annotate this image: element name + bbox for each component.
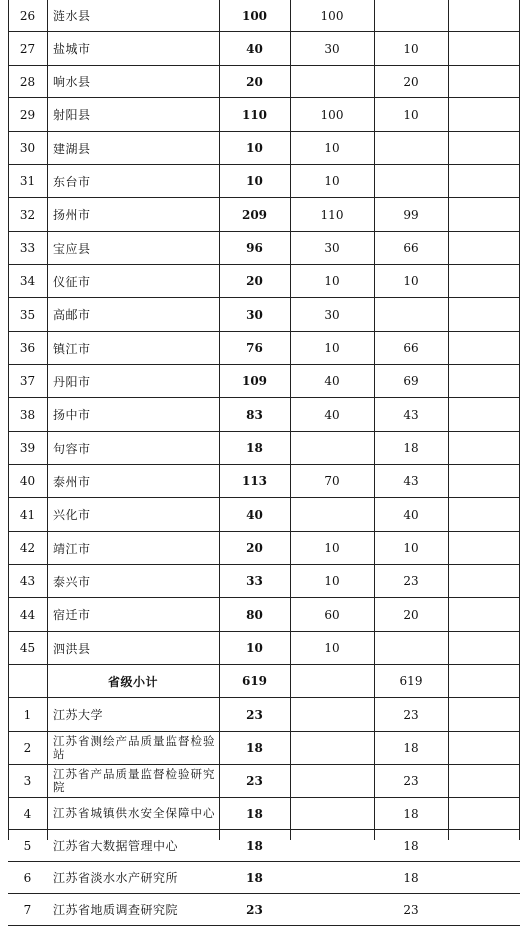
- column-c: [448, 332, 520, 364]
- unit-name: 兴化市: [53, 508, 91, 522]
- table-row: [8, 132, 520, 165]
- column-b: [374, 132, 448, 164]
- grid-line: [47, 0, 48, 840]
- column-a: 100: [320, 8, 344, 23]
- column-b: 18: [403, 838, 419, 853]
- column-c: [448, 66, 520, 97]
- row-number: 43: [19, 574, 36, 588]
- column-c: [448, 298, 520, 331]
- column-c: [448, 265, 520, 297]
- column-a: 30: [324, 307, 340, 322]
- unit-name: 镇江市: [53, 341, 91, 356]
- unit-name: 泰兴市: [53, 574, 91, 589]
- table-row: [8, 830, 520, 862]
- table-row: [8, 498, 520, 532]
- column-a: [290, 830, 374, 861]
- column-a: [290, 698, 374, 731]
- subtotal-row: [8, 665, 520, 698]
- table-row: [8, 232, 520, 265]
- total-count: 10: [246, 141, 263, 155]
- table-row: [8, 98, 520, 132]
- column-b: [374, 0, 448, 31]
- table-row: [8, 0, 520, 32]
- unit-name: 泗洪县: [53, 641, 91, 656]
- column-a: 10: [324, 641, 340, 655]
- row-number: 33: [19, 241, 36, 255]
- column-a: 10: [324, 141, 340, 155]
- column-b: [374, 298, 448, 331]
- column-c: [448, 565, 520, 597]
- column-c: [448, 665, 520, 697]
- grid-line: [448, 0, 449, 840]
- column-c: [448, 0, 520, 31]
- table-row: [8, 365, 520, 398]
- column-b: 18: [403, 441, 419, 455]
- column-b: 10: [403, 107, 419, 122]
- table-row: [8, 165, 520, 198]
- column-b: 66: [403, 341, 419, 355]
- column-a: 110: [320, 207, 344, 222]
- row-number: 6: [23, 870, 32, 885]
- column-b: [374, 632, 448, 664]
- unit-name: 泰州市: [53, 474, 91, 489]
- total-count: 10: [246, 174, 263, 188]
- unit-name: 丹阳市: [53, 374, 91, 389]
- total-count: 96: [246, 241, 263, 255]
- unit-name: 江苏省测绘产品质量监督检验站: [53, 734, 216, 761]
- table-row: [8, 565, 520, 598]
- unit-name: 宿迁市: [53, 608, 91, 622]
- unit-name: 江苏省城镇供水安全保障中心: [53, 806, 216, 820]
- column-a: 30: [324, 41, 340, 56]
- table-row: [8, 298, 520, 332]
- table-row: [8, 66, 520, 98]
- unit-name: 扬中市: [53, 408, 91, 422]
- unit-name: 靖江市: [53, 541, 91, 556]
- row-number: 40: [19, 474, 36, 488]
- total-count: 113: [241, 474, 268, 488]
- column-a: 10: [324, 541, 340, 555]
- total-count: 10: [246, 641, 263, 655]
- unit-name: 江苏省淡水水产研究所: [53, 871, 179, 885]
- column-a: [290, 498, 374, 531]
- column-a: [290, 432, 374, 464]
- row-number: 30: [19, 141, 36, 155]
- column-c: [448, 498, 520, 531]
- unit-name: 江苏省产品质量监督检验研究院: [53, 767, 216, 794]
- column-b: 18: [403, 741, 419, 755]
- column-c: [448, 32, 520, 65]
- column-a: 70: [324, 474, 340, 488]
- column-c: [448, 598, 520, 631]
- column-a: 10: [324, 274, 340, 288]
- column-b: 66: [403, 241, 419, 255]
- column-a: 10: [324, 341, 340, 355]
- table-row: [8, 798, 520, 830]
- column-a: [290, 765, 374, 797]
- unit-name: 句容市: [53, 441, 91, 456]
- unit-name: 仪征市: [53, 274, 91, 289]
- column-c: [448, 165, 520, 197]
- unit-name: 省级小计: [107, 674, 158, 689]
- column-c: [448, 798, 520, 829]
- table-row: [8, 698, 520, 732]
- total-count: 30: [246, 307, 263, 322]
- column-c: [448, 398, 520, 431]
- total-count: 18: [246, 870, 263, 885]
- row-number: 29: [19, 107, 36, 122]
- row-number: 26: [19, 8, 36, 23]
- row-number: 41: [19, 507, 36, 522]
- total-count: 76: [246, 341, 263, 355]
- total-count: 23: [246, 707, 263, 722]
- row-number: 1: [23, 707, 32, 722]
- column-b: 43: [403, 407, 419, 422]
- row-number: 37: [19, 374, 36, 388]
- column-a: [290, 732, 374, 764]
- column-a: [290, 665, 374, 697]
- unit-name: 江苏省大数据管理中心: [53, 839, 179, 853]
- total-count: 109: [241, 374, 268, 388]
- unit-name: 高邮市: [53, 308, 91, 322]
- column-b: 10: [403, 274, 419, 288]
- column-c: [448, 632, 520, 664]
- row-number: 45: [19, 641, 36, 655]
- grid-line: [290, 0, 291, 840]
- table-row: [8, 765, 520, 798]
- unit-name: 盐城市: [53, 42, 91, 56]
- row-number: 32: [19, 207, 36, 222]
- column-b: 20: [403, 607, 419, 622]
- total-count: 209: [241, 207, 268, 222]
- table-row: [8, 532, 520, 565]
- column-b: 619: [399, 674, 423, 688]
- row-number: 5: [23, 838, 32, 853]
- row-number: 3: [23, 774, 32, 788]
- total-count: 40: [246, 41, 263, 56]
- column-b: 43: [403, 474, 419, 488]
- column-b: 23: [403, 774, 419, 788]
- table-row: [8, 598, 520, 632]
- row-number: 44: [19, 607, 36, 622]
- column-c: [448, 465, 520, 497]
- column-c: [448, 830, 520, 861]
- unit-name: 江苏省地质调查研究院: [53, 903, 179, 917]
- quota-table: [8, 0, 520, 917]
- total-count: 100: [241, 8, 268, 23]
- column-c: [448, 732, 520, 764]
- table-row: [8, 894, 520, 926]
- total-count: 23: [246, 902, 263, 917]
- total-count: 40: [246, 507, 263, 522]
- grid-line: [219, 0, 220, 840]
- column-b: 23: [403, 902, 419, 917]
- total-count: 33: [246, 574, 263, 588]
- column-a: [290, 66, 374, 97]
- table-row: [8, 198, 520, 232]
- unit-name: 涟水县: [53, 9, 91, 23]
- column-a: 100: [320, 107, 344, 122]
- column-a: 60: [324, 607, 340, 622]
- column-c: [448, 198, 520, 231]
- table-row: [8, 332, 520, 365]
- column-b: 18: [403, 806, 419, 821]
- column-c: [448, 894, 520, 925]
- total-count: 18: [246, 838, 263, 853]
- total-count: 110: [241, 107, 268, 122]
- column-b: 10: [403, 41, 419, 56]
- column-b: 99: [403, 207, 419, 222]
- table-row: [8, 432, 520, 465]
- unit-name: 江苏大学: [53, 708, 104, 722]
- column-c: [448, 765, 520, 797]
- row-number: 39: [19, 441, 36, 455]
- total-count: 20: [246, 274, 263, 288]
- column-c: [448, 232, 520, 264]
- column-a: 40: [324, 407, 340, 422]
- column-b: 18: [403, 870, 419, 885]
- unit-name: 东台市: [53, 174, 91, 189]
- row-number: 36: [19, 341, 36, 355]
- row-number: 34: [19, 274, 36, 288]
- row-number: 38: [19, 407, 36, 422]
- table-row: [8, 732, 520, 765]
- row-number: 28: [19, 74, 36, 89]
- column-a: [290, 894, 374, 925]
- column-c: [448, 98, 520, 131]
- total-count: 20: [246, 74, 263, 89]
- table-row: [8, 862, 520, 894]
- unit-name: 射阳县: [53, 108, 91, 122]
- column-b: [374, 165, 448, 197]
- total-count: 20: [246, 541, 263, 555]
- unit-name: 建湖县: [53, 141, 91, 156]
- row-number: 27: [19, 41, 36, 56]
- row-number: [8, 665, 47, 697]
- column-a: 10: [324, 574, 340, 588]
- column-b: 20: [403, 74, 419, 89]
- column-a: [290, 862, 374, 893]
- row-number: 2: [23, 741, 32, 755]
- total-count: 83: [246, 407, 263, 422]
- total-count: 23: [246, 774, 263, 788]
- total-count: 18: [246, 806, 263, 821]
- table-row: [8, 32, 520, 66]
- grid-line: [8, 0, 9, 840]
- unit-name: 响水县: [53, 75, 91, 89]
- total-count: 18: [246, 741, 263, 755]
- column-c: [448, 862, 520, 893]
- grid-line: [374, 0, 375, 840]
- column-a: 10: [324, 174, 340, 188]
- grid-line: [519, 0, 520, 840]
- column-c: [448, 532, 520, 564]
- column-a: 30: [324, 241, 340, 255]
- row-number: 7: [23, 902, 32, 917]
- column-b: 69: [403, 374, 419, 388]
- column-c: [448, 698, 520, 731]
- column-c: [448, 365, 520, 397]
- column-a: [290, 798, 374, 829]
- total-count: 80: [246, 607, 263, 622]
- total-count: 619: [241, 674, 268, 688]
- column-c: [448, 432, 520, 464]
- column-b: 23: [403, 707, 419, 722]
- table-row: [8, 632, 520, 665]
- column-c: [448, 132, 520, 164]
- row-number: 35: [19, 307, 36, 322]
- row-number: 4: [23, 806, 32, 821]
- table-row: [8, 398, 520, 432]
- unit-name: 宝应县: [53, 241, 91, 256]
- column-a: 40: [324, 374, 340, 388]
- row-number: 31: [19, 174, 36, 188]
- total-count: 18: [246, 441, 263, 455]
- column-b: 40: [403, 507, 419, 522]
- table-row: [8, 265, 520, 298]
- unit-name: 扬州市: [53, 208, 91, 222]
- column-b: 10: [403, 541, 419, 555]
- table-row: [8, 465, 520, 498]
- row-number: 42: [19, 541, 36, 555]
- column-b: 23: [403, 574, 419, 588]
